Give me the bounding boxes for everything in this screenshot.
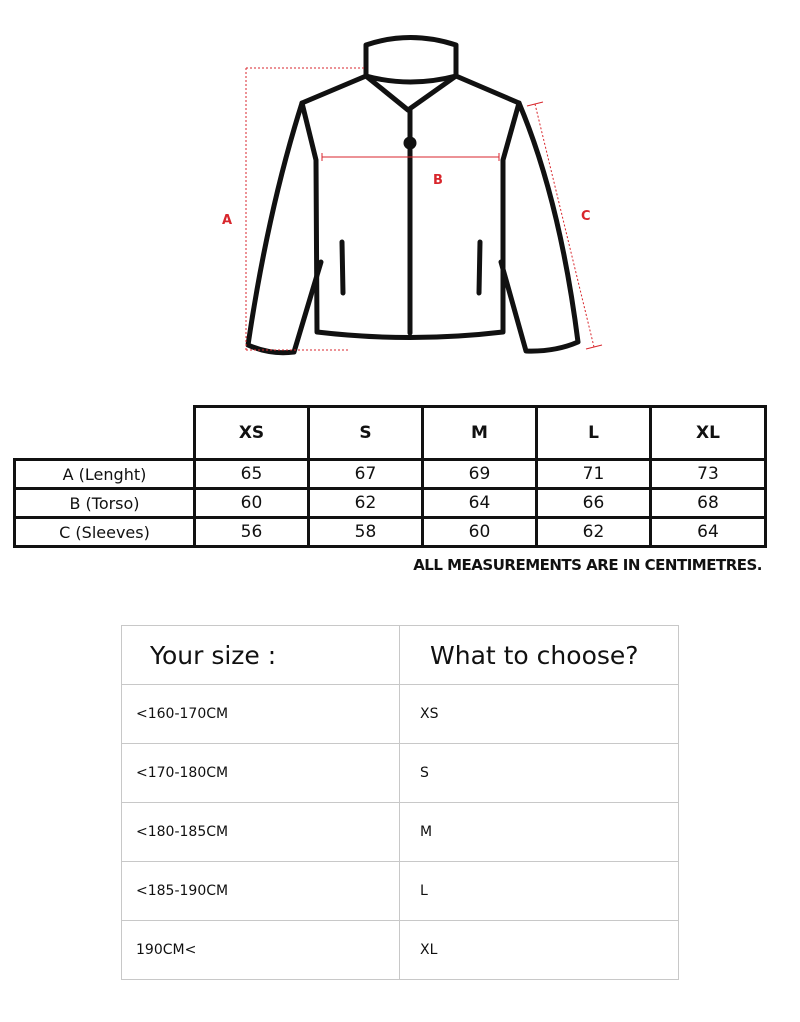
dimension-label-b: B xyxy=(433,173,443,188)
measurement-row-a xyxy=(15,460,766,489)
height-range: 190CM< xyxy=(122,921,400,980)
measurement-row-b xyxy=(15,489,766,518)
height-range: <180-185CM xyxy=(122,803,400,862)
value-cell: 64 xyxy=(651,518,766,547)
value-cell: 73 xyxy=(651,460,766,489)
recommended-size: S xyxy=(400,744,679,803)
size-guide-header-row xyxy=(122,626,679,685)
dimension-label-a: A xyxy=(222,213,233,228)
measurement-header-row xyxy=(15,407,766,460)
value-cell: 69 xyxy=(423,460,537,489)
recommended-size: XL xyxy=(400,921,679,980)
recommended-size: L xyxy=(400,862,679,921)
value-cell: 62 xyxy=(537,518,651,547)
value-cell: 56 xyxy=(195,518,309,547)
value-cell: 71 xyxy=(537,460,651,489)
value-cell: 68 xyxy=(651,489,766,518)
value-cell: 60 xyxy=(423,518,537,547)
height-range: <160-170CM xyxy=(122,685,400,744)
value-cell: 67 xyxy=(309,460,423,489)
size-guide-row xyxy=(122,921,679,980)
size-guide-row xyxy=(122,744,679,803)
units-note: ALL MEASUREMENTS ARE IN CENTIMETRES. xyxy=(413,556,762,574)
row-label: C (Sleeves) xyxy=(15,518,195,547)
size-guide-row xyxy=(122,862,679,921)
row-label: A (Lenght) xyxy=(15,460,195,489)
size-header-xl: XL xyxy=(651,407,766,460)
size-guide-row xyxy=(122,803,679,862)
value-cell: 66 xyxy=(537,489,651,518)
what-to-choose-header: What to choose? xyxy=(400,626,679,685)
size-header-s: S xyxy=(309,407,423,460)
value-cell: 62 xyxy=(309,489,423,518)
measurement-table xyxy=(13,405,767,548)
row-label: B (Torso) xyxy=(15,489,195,518)
recommended-size: M xyxy=(400,803,679,862)
size-header-l: L xyxy=(537,407,651,460)
empty-corner-cell xyxy=(15,407,195,460)
value-cell: 65 xyxy=(195,460,309,489)
size-guide-table xyxy=(121,625,679,980)
size-header-xs: XS xyxy=(195,407,309,460)
your-size-header: Your size : xyxy=(122,626,400,685)
measurement-row-c xyxy=(15,518,766,547)
recommended-size: XS xyxy=(400,685,679,744)
value-cell: 64 xyxy=(423,489,537,518)
size-header-m: M xyxy=(423,407,537,460)
jacket-outline xyxy=(248,38,578,353)
height-range: <170-180CM xyxy=(122,744,400,803)
size-guide-row xyxy=(122,685,679,744)
jacket-diagram xyxy=(0,0,800,380)
height-range: <185-190CM xyxy=(122,862,400,921)
dimension-label-c: C xyxy=(581,209,591,224)
value-cell: 60 xyxy=(195,489,309,518)
value-cell: 58 xyxy=(309,518,423,547)
